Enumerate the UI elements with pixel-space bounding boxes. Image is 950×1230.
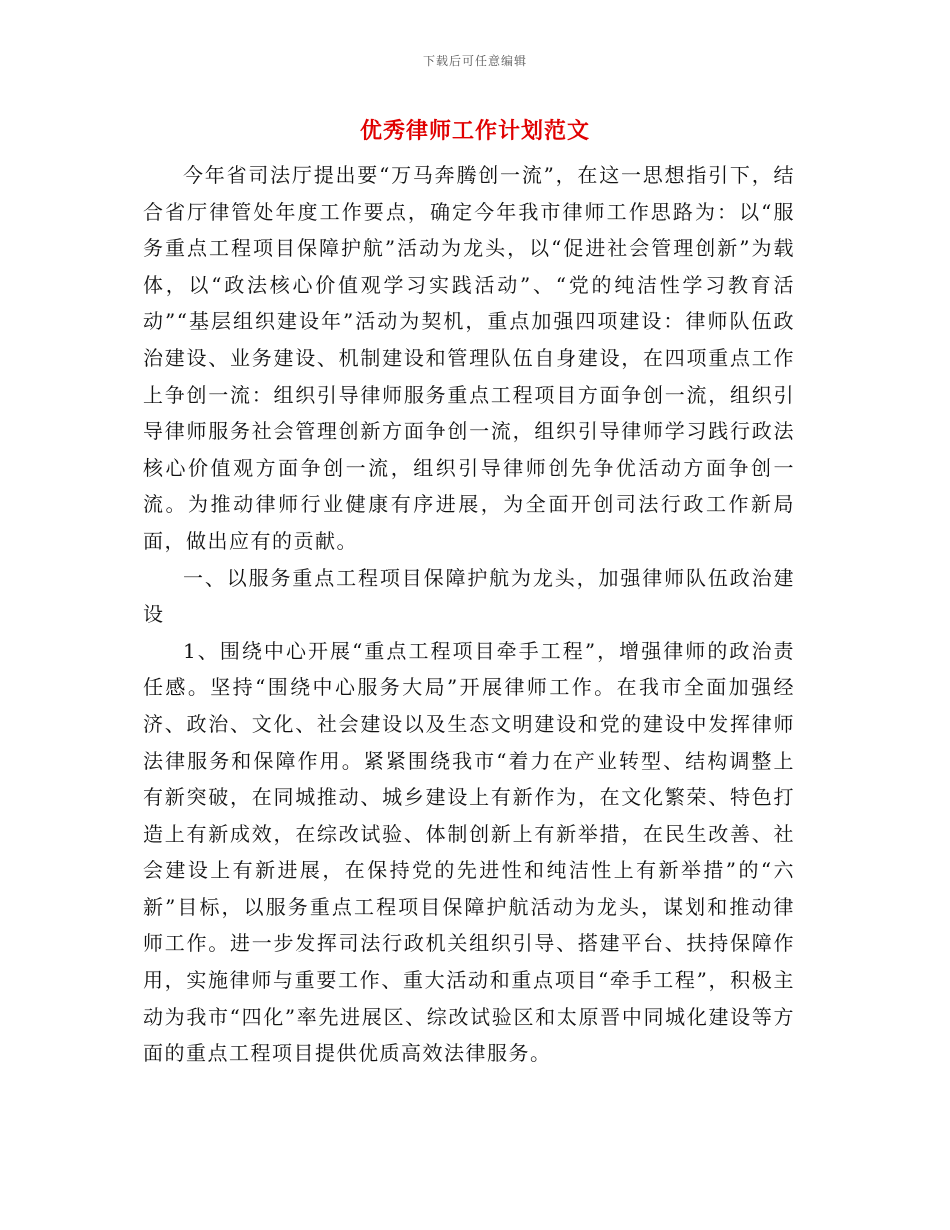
section-heading-1: 一、以服务重点工程项目保障护航为龙头，加强律师队伍政治建设	[143, 565, 795, 627]
paragraph-item-1: 1、围绕中心开展“重点工程项目牵手工程”，增强律师的政治责任感。坚持“围绕中心服务大局”开展律师工作。在我市全面加强经济、政治、文化、社会建设以及生态文明建设和党的建设中发挥律师法律服务和保障作用。紧紧围绕我市“着力在产业转型、结构调整上有新突破，在同城推动、城乡建设上有新作为，在文化繁荣、特色打造上有新成效，在综改试验、体制创新上有新举措，在民生改善、社会建设上有新进展，在保持党的先进性和纯洁性上有新举措”的“六新”目标，以服务重点工程项目保障护航活动为龙头，谋划和推动律师工作。进一步发挥司法行政机关组织引导、搭建平台、扶持保障作用，实施律师与重要工作、重大活动和重点项目“牵手工程”，积极主动为我市“四化”率先进展区、综改试验区和太原晋中同城化建设等方面的重点工程项目提供优质高效法律服务。	[143, 638, 795, 1066]
header-note: 下载后可任意编辑	[422, 54, 527, 68]
document-title: 优秀律师工作计划范文	[359, 118, 590, 144]
document-body	[143, 157, 795, 1072]
paragraph-intro: 今年省司法厅提出要“万马奔腾创一流”，在这一思想指引下，结合省厅律管处年度工作要点，确定今年我市律师工作思路为：以“服务重点工程项目保障护航”活动为龙头，以“促进社会管理创新”为载体，以“政法核心价值观学习实践活动”、“党的纯洁性学习教育活动”“基层组织建设年”活动为契机，重点加强四项建设：律师队伍政治建设、业务建设、机制建设和管理队伍自身建设，在四项重点工作上争创一流：组织引导律师服务重点工程项目方面争创一流，组织引导律师服务社会管理创新方面争创一流，组织引导律师学习践行政法核心价值观方面争创一流，组织引导律师创先争优活动方面争创一流。为推动律师行业健康有序进展，为全面开创司法行政工作新局面，做出应有的贡献。	[143, 163, 795, 553]
